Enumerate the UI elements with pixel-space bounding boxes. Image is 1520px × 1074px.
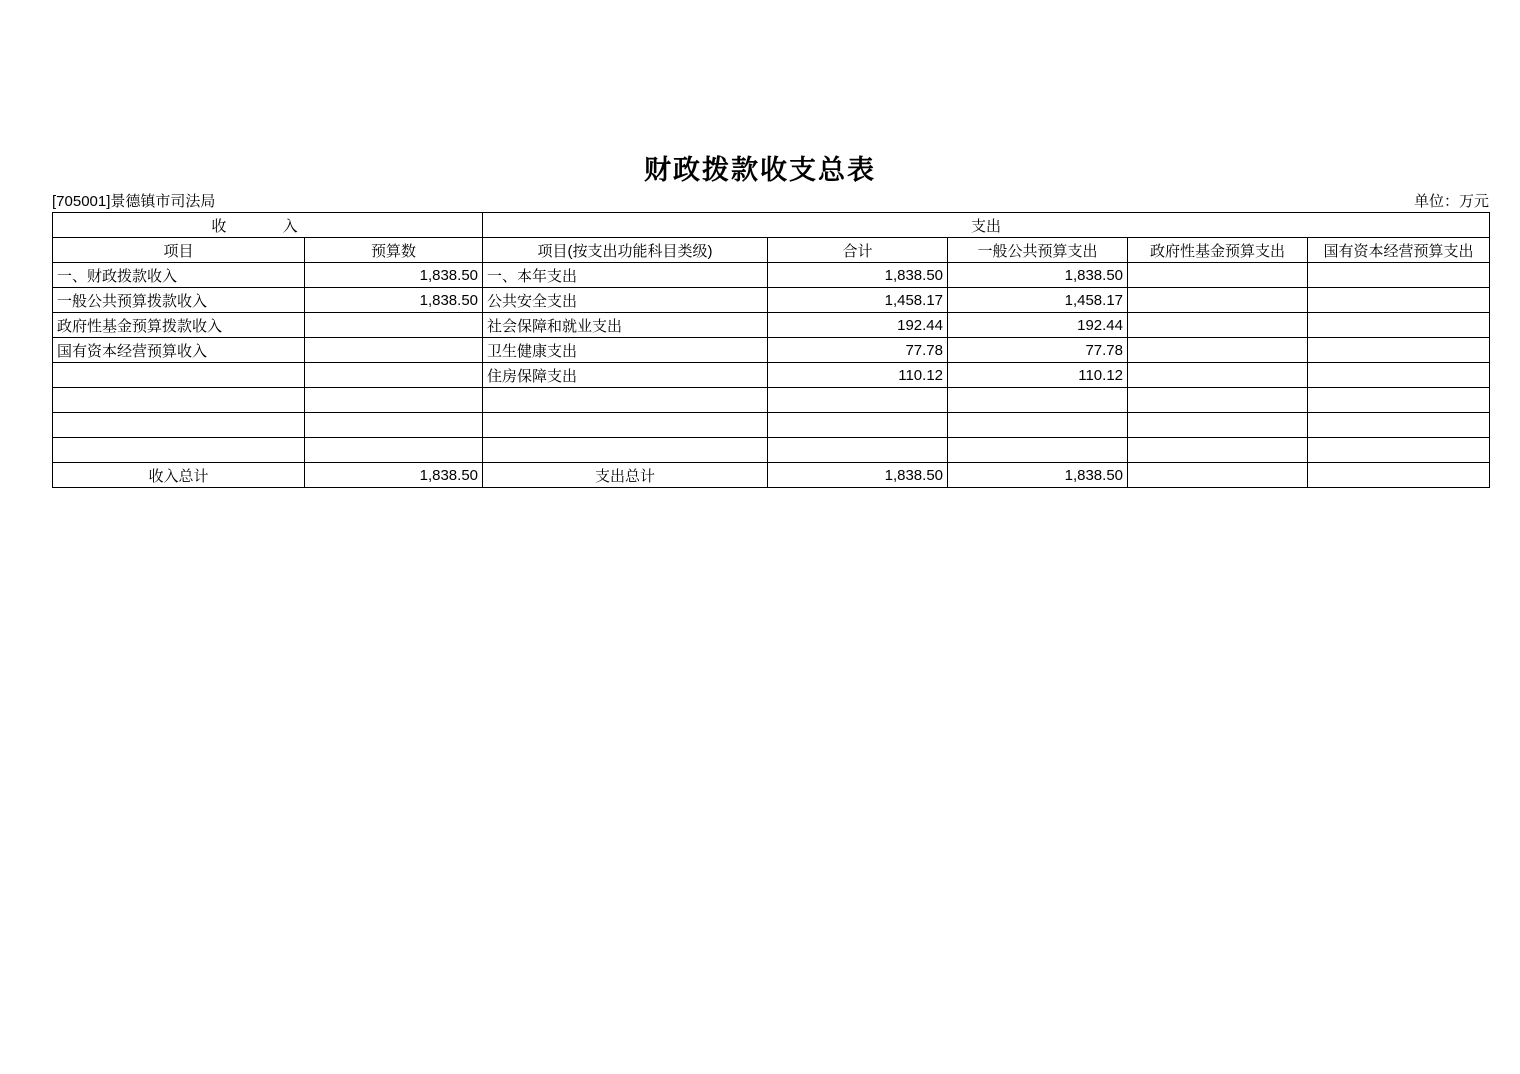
expense-item-fund — [1128, 288, 1308, 313]
expense-item-name: 一、本年支出 — [483, 263, 768, 288]
income-item-value — [305, 413, 483, 438]
table-row — [53, 338, 1490, 363]
expense-item-general — [948, 388, 1128, 413]
expense-item-general: 192.44 — [948, 313, 1128, 338]
expense-item-fund — [1128, 263, 1308, 288]
table-row — [53, 438, 1490, 463]
table-header-row — [53, 238, 1490, 263]
expense-item-general: 77.78 — [948, 338, 1128, 363]
income-item-name: 一、财政拨款收入 — [53, 263, 305, 288]
income-item-value — [305, 338, 483, 363]
header-income-item: 项目 — [53, 238, 305, 263]
expense-item-fund — [1128, 388, 1308, 413]
income-item-name — [53, 413, 305, 438]
expense-item-fund — [1128, 313, 1308, 338]
table-total-row — [53, 463, 1490, 488]
expense-item-general: 110.12 — [948, 363, 1128, 388]
expense-item-fund — [1128, 438, 1308, 463]
income-item-value — [305, 313, 483, 338]
expense-item-capital — [1308, 363, 1490, 388]
expense-item-general — [948, 438, 1128, 463]
expense-item-total — [768, 438, 948, 463]
income-item-name — [53, 363, 305, 388]
income-item-value — [305, 363, 483, 388]
organization-label: [705001]景德镇市司法局 — [52, 193, 216, 210]
expense-item-name — [483, 413, 768, 438]
expense-item-capital — [1308, 388, 1490, 413]
expense-item-total: 1,838.50 — [768, 263, 948, 288]
expense-item-capital — [1308, 413, 1490, 438]
income-item-value: 1,838.50 — [305, 263, 483, 288]
expense-item-total: 110.12 — [768, 363, 948, 388]
expense-item-general: 1,838.50 — [948, 263, 1128, 288]
expense-item-total: 77.78 — [768, 338, 948, 363]
header-expense-total: 合计 — [768, 238, 948, 263]
expense-total-value: 1,838.50 — [768, 463, 948, 488]
expense-total-general: 1,838.50 — [948, 463, 1128, 488]
expense-item-capital — [1308, 338, 1490, 363]
header-expense-general: 一般公共预算支出 — [948, 238, 1128, 263]
expense-item-fund — [1128, 363, 1308, 388]
expense-item-name — [483, 388, 768, 413]
table-band-row — [53, 213, 1490, 238]
expense-total-label: 支出总计 — [483, 463, 768, 488]
income-item-name — [53, 438, 305, 463]
expense-total-capital — [1308, 463, 1490, 488]
expense-item-total: 192.44 — [768, 313, 948, 338]
income-item-value — [305, 438, 483, 463]
income-item-name — [53, 388, 305, 413]
income-total-value: 1,838.50 — [305, 463, 483, 488]
income-item-name: 一般公共预算拨款收入 — [53, 288, 305, 313]
table-row — [53, 363, 1490, 388]
expense-total-fund — [1128, 463, 1308, 488]
header-expense-item: 项目(按支出功能科目类级) — [483, 238, 768, 263]
band-income: 收 入 — [53, 213, 483, 238]
table-row — [53, 288, 1490, 313]
expense-item-general: 1,458.17 — [948, 288, 1128, 313]
expense-item-total — [768, 413, 948, 438]
expense-item-name: 社会保障和就业支出 — [483, 313, 768, 338]
expense-item-capital — [1308, 438, 1490, 463]
table-row — [53, 263, 1490, 288]
expense-item-fund — [1128, 338, 1308, 363]
expense-item-fund — [1128, 413, 1308, 438]
income-item-value — [305, 388, 483, 413]
expense-item-capital — [1308, 288, 1490, 313]
band-expense: 支出 — [483, 213, 1490, 238]
header-income-budget: 预算数 — [305, 238, 483, 263]
expense-item-total: 1,458.17 — [768, 288, 948, 313]
income-item-name: 政府性基金预算拨款收入 — [53, 313, 305, 338]
header-expense-fund: 政府性基金预算支出 — [1128, 238, 1308, 263]
expense-item-total — [768, 388, 948, 413]
expense-item-general — [948, 413, 1128, 438]
expense-item-name — [483, 438, 768, 463]
income-total-label: 收入总计 — [53, 463, 305, 488]
income-item-value: 1,838.50 — [305, 288, 483, 313]
expense-item-capital — [1308, 263, 1490, 288]
page-title: 财政拨款收支总表 — [644, 155, 876, 186]
income-item-name: 国有资本经营预算收入 — [53, 338, 305, 363]
header-expense-capital: 国有资本经营预算支出 — [1308, 238, 1490, 263]
expense-item-name: 住房保障支出 — [483, 363, 768, 388]
expense-item-name: 卫生健康支出 — [483, 338, 768, 363]
expense-item-capital — [1308, 313, 1490, 338]
expense-item-name: 公共安全支出 — [483, 288, 768, 313]
unit-label: 单位：万元 — [1413, 193, 1489, 210]
table-row — [53, 413, 1490, 438]
meta-row — [52, 190, 1489, 210]
budget-table — [52, 212, 1490, 488]
table-row — [53, 388, 1490, 413]
table-row — [53, 313, 1490, 338]
